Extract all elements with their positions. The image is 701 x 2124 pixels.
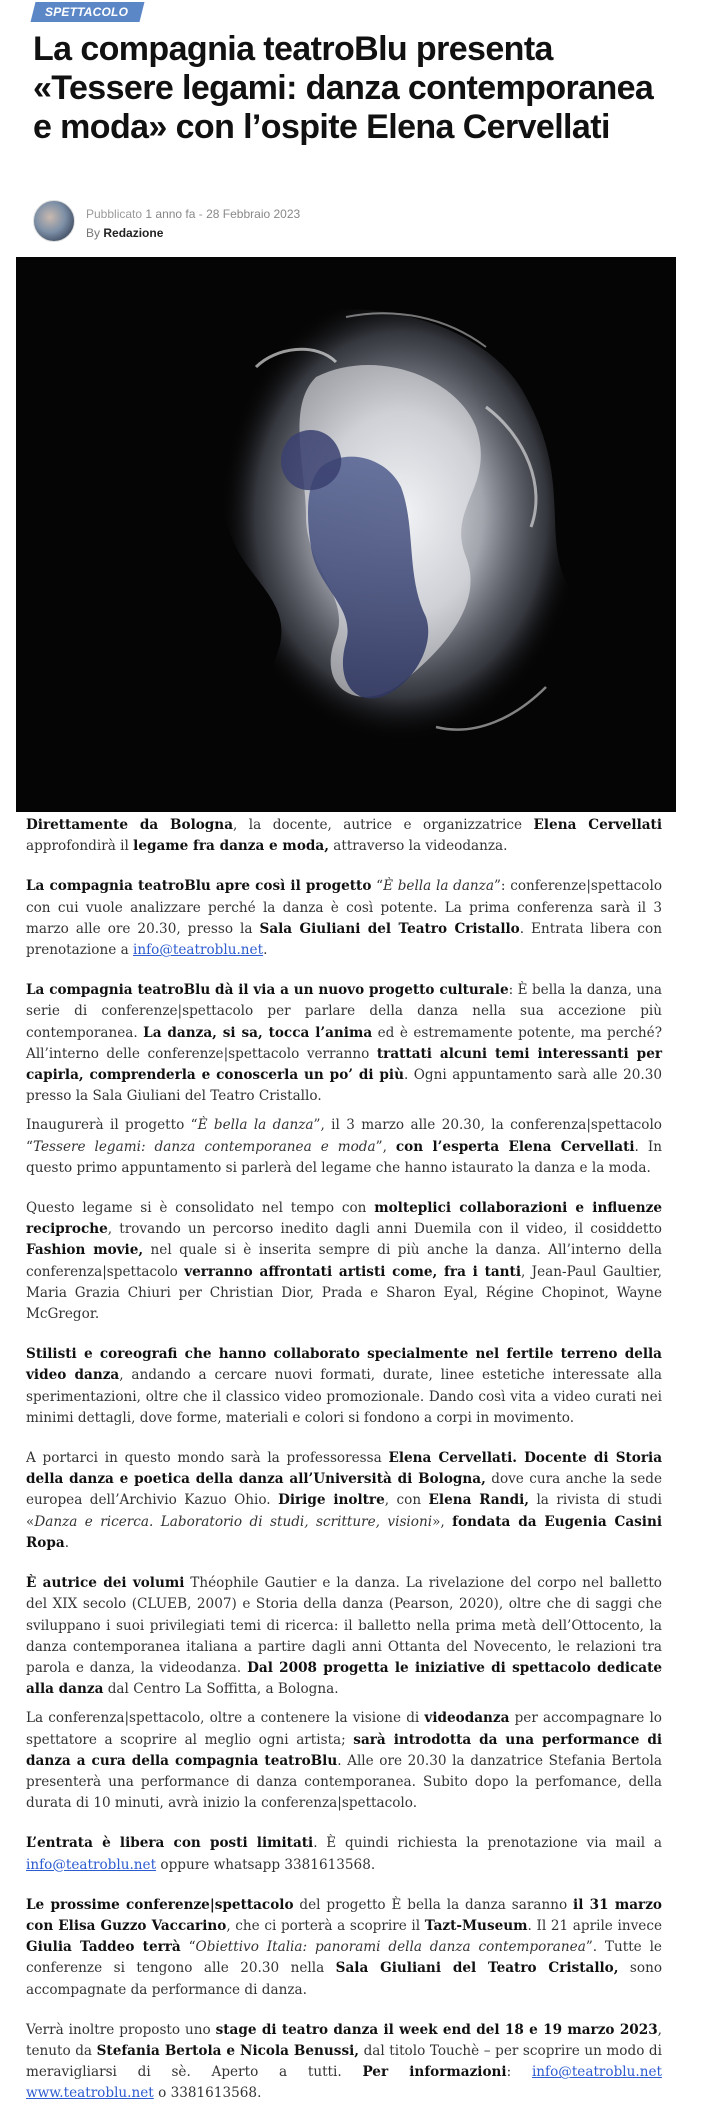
published-label: Pubblicato (86, 207, 143, 221)
text-bold: È autrice dei volumi (26, 1575, 185, 1592)
text-bold: Elena Randi, (428, 1492, 529, 1509)
text-italic: È bella la danza (383, 878, 494, 895)
text-bold: con l’esperta Elena Cervellati (395, 1138, 635, 1155)
paragraph-stylists (26, 1344, 662, 1429)
text: ”: conferenze|spettacolo con cui vuole analizzare perché la danza è così potente. La prima conferenza sarà il 3 marzo alle ore 20.30, presso la (26, 878, 663, 937)
text-bold: fondata da Eugenia Casini Ropa (26, 1513, 662, 1551)
text-bold: molteplici collaborazioni e influenze reciproche (26, 1200, 662, 1238)
text-bold: La danza, si sa, tocca l’anima (143, 1024, 373, 1041)
text: o 3381613568. (153, 2085, 262, 2102)
by-label: By (86, 226, 101, 240)
hero-image (16, 257, 676, 812)
text: , Jean-Paul Gaultier, Maria Grazia Chiuri per Christian Dior, Prada e Sharon Eyal, Régine Chopinot, Wayne McGregor. (26, 1263, 662, 1323)
author-info (86, 226, 163, 240)
text: dal Centro La Soffitta, a Bologna. (103, 1681, 339, 1698)
dancer-illustration (16, 257, 676, 812)
text: . (64, 1534, 70, 1551)
category-badge[interactable] (31, 2, 145, 22)
text: ”, (375, 1138, 396, 1155)
text-bold: Fashion movie, (26, 1242, 144, 1259)
paragraph-inauguration (26, 1115, 662, 1179)
time-ago: 1 anno fa (145, 207, 196, 221)
text: “ (180, 1939, 196, 1956)
article-title: La compagnia teatroBlu presenta «Tessere legami: danza contemporanea e moda» con l’ospite Elena Cervellati (33, 30, 654, 146)
text: Théophile Gautier e la danza. La rivelazione del corpo nel balletto del XIX secolo (CLUEB, 2007) e Storia della danza (Pearson, 2020), oltre che di saggi che sviluppano i suoi privilegiati temi di ricerca: il balletto nella prima metà dell’Ottocento, la danza contemporanea italiana a partire dagli anni Ottanta del Novecento, le relazioni tra parola e danza, la videodanza. (26, 1575, 662, 1676)
text: , con (384, 1492, 429, 1509)
text-bold: sarà introdotta da una performance di danza a cura della compagnia teatroBlu (26, 1731, 663, 1769)
text-bold: La compagnia teatroBlu dà il via a un nuovo progetto culturale (26, 982, 509, 999)
text: . Il 21 aprile invece (527, 1917, 662, 1934)
text: : È bella la danza, una serie di conferenze|spettacolo per parlare della danza nella sua accezione più contemporanea. (26, 982, 663, 1041)
text-bold: La compagnia teatroBlu apre così il progetto (26, 878, 372, 895)
text: , andando a cercare nuovi formati, durate, linee estetiche interessate alla sperimentazioni, oltre che il classico video promozionale. Dando così vita a video curati nei minimi dettagli, dove forme, materiali e colori si fondono a corpi in movimento. (26, 1367, 662, 1426)
text-bold: L’entrata è libera con posti limitati (26, 1835, 314, 1852)
text: ”. Tutte le conferenze si tengono alle 20.30 nella (26, 1939, 662, 1977)
text-bold: Direttamente da Bologna (26, 817, 234, 833)
text-bold: trattati alcuni temi interessanti per capirla, comprenderla e conoscerla un po’ di più (26, 1045, 662, 1084)
text: : (506, 2064, 532, 2081)
category-label: SPETTACOLO (45, 5, 129, 19)
paragraph-performance (26, 1708, 662, 1814)
paragraph-project (26, 876, 662, 961)
text: La conferenza|spettacolo, oltre a contenere la visione di (26, 1710, 425, 1727)
text: dal titolo Touchè – per scoprire un modo di meravigliarsi di sè. Aperto a tutti. (26, 2042, 662, 2081)
text: ed è estremamente potente, ma perché? All’interno delle conferenze|spettacolo verranno (26, 1024, 662, 1062)
text: . In questo primo appuntamento si parlerà del legame che hanno istaurato la danza e la moda. (26, 1138, 662, 1176)
website-link[interactable]: www.teatroblu.net (26, 2085, 154, 2102)
text-bold: verranno affrontati artisti come, fra i tanti (184, 1263, 521, 1280)
text-bold: videodanza (424, 1710, 510, 1727)
text: . Entrata libera con prenotazione a (26, 920, 662, 959)
text: Questo legame si è consolidato nel tempo con (26, 1200, 375, 1217)
paragraph-author-works (26, 1573, 662, 1700)
text: dove cura anche la sede europea dell’Archivio Kazuo Ohio. (26, 1471, 662, 1509)
email-link[interactable]: info@teatroblu.net (531, 2064, 662, 2081)
text-bold: Stilisti e coreografi che hanno collaborato specialmente nel fertile terreno della video danza (26, 1346, 662, 1384)
text-bold: stage di teatro danza il week end del 18 e 19 marzo 2023 (215, 2021, 658, 2038)
text-bold: Tazt-Museum (424, 1917, 528, 1934)
text-bold: Giulia Taddeo terrà (26, 1939, 181, 1956)
email-link[interactable]: info@teatroblu.net (26, 1856, 157, 1873)
text: , che ci porterà a scoprire il (226, 1917, 425, 1934)
text-italic: Danza e ricerca. Laboratorio di studi, scritture, visioni (34, 1513, 433, 1530)
text: Verrà inoltre proposto uno (26, 2021, 216, 2038)
author-name[interactable]: Redazione (103, 226, 164, 240)
text-bold: Per informazioni (362, 2064, 507, 2081)
text: approfondirà il (26, 838, 134, 855)
text: , trovando un percorso inedito dagli anni Duemila con il video, il cosiddetto (107, 1221, 662, 1238)
article-body (26, 815, 662, 2124)
text: , tenuto da (26, 2021, 662, 2059)
text: A portarci in questo mondo sarà la professoressa (26, 1450, 389, 1467)
text-bold: il 31 marzo con Elisa Guzzo Vaccarino (26, 1896, 663, 1934)
paragraph-booking (26, 1833, 662, 1875)
text: la rivista di studi « (26, 1492, 663, 1530)
text-bold: Stefania Bertola e Nicola Benussi, (96, 2042, 360, 2059)
text: . È quindi richiesta la prenotazione via mail a (313, 1835, 662, 1852)
text: », (432, 1513, 453, 1530)
text: attraverso la videodanza. (328, 838, 508, 855)
paragraph-professor (26, 1448, 662, 1554)
publish-info (86, 207, 300, 221)
text-bold: Le prossime conferenze|spettacolo (26, 1896, 294, 1913)
text: ”, il 3 marzo alle 20.30, la conferenza|spettacolo “ (26, 1117, 662, 1155)
text-bold: Dal 2008 progetta le iniziative di spettacolo dedicate alla danza (26, 1659, 662, 1698)
text: sono accompagnate da performance di danza. (26, 1960, 663, 1998)
text: oppure whatsapp 3381613568. (156, 1856, 376, 1873)
text: per accompagnare lo spettatore a scoprire al meglio ogni artista; (26, 1710, 662, 1748)
text-bold: Sala Giuliani del Teatro Cristallo (259, 920, 520, 937)
text: del progetto È bella la danza saranno (293, 1896, 574, 1913)
publish-date: 28 Febbraio 2023 (206, 207, 301, 221)
text-bold: legame fra danza e moda, (133, 838, 329, 855)
text-italic: È bella la danza (197, 1117, 314, 1134)
text-bold: Elena Cervellati (533, 817, 663, 833)
text-bold: Dirige inoltre (278, 1492, 385, 1509)
text-bold: Elena Cervellati. Docente di Storia della danza e poetica della danza all’Università di Bologna, (26, 1450, 663, 1488)
text: , la docente, autrice e organizzatrice (233, 817, 534, 833)
paragraph-stage (26, 2020, 662, 2105)
paragraph-next-conferences (26, 1895, 662, 2001)
email-link[interactable]: info@teatroblu.net (133, 942, 264, 959)
text-bold: Sala Giuliani del Teatro Cristallo, (335, 1960, 619, 1977)
paragraph-cultural-project (26, 980, 662, 1107)
text: . Alle ore 20.30 la danzatrice Stefania Bertola presenterà una performance di danza contemporanea. Subito dopo la perfomance, della durata di 10 minuti, avrà inizio la conferenza|spettacolo. (26, 1752, 662, 1812)
paragraph-intro (26, 815, 662, 857)
text: “ (371, 878, 384, 895)
text-italic: Obiettivo Italia: panorami della danza contemporanea (195, 1939, 586, 1956)
text-italic: Tessere legami: danza contemporanea e moda (32, 1138, 376, 1155)
author-avatar[interactable] (33, 200, 75, 242)
text: . Ogni appuntamento sarà alle 20.30 presso la Sala Giuliani del Teatro Cristallo. (26, 1067, 662, 1105)
meta-separator: - (195, 207, 207, 221)
text: Inaugurerà il progetto “ (26, 1117, 198, 1134)
text: . (263, 942, 268, 959)
paragraph-fashion (26, 1198, 662, 1325)
text: nel quale si è inserita sempre di più anche la danza. All’interno della conferenza|spettacolo (26, 1242, 662, 1280)
